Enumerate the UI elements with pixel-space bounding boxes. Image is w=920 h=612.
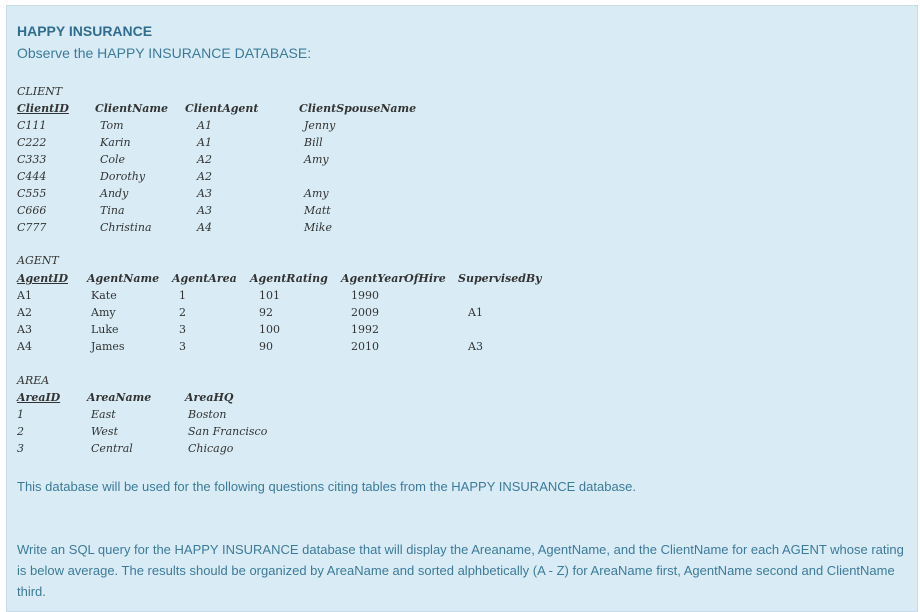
client-table-cell: A3: [197, 187, 212, 200]
client-table-label: CLIENT: [17, 85, 63, 98]
client-table-cell: C777: [17, 221, 47, 234]
client-table-cell: A2: [197, 153, 212, 166]
client-table-cell: Amy: [304, 153, 329, 166]
client-table-cell: C222: [17, 136, 47, 149]
client-table-cell: Andy: [100, 187, 129, 200]
client-table-cell: Tom: [100, 119, 124, 132]
agent-table-cell: A1: [468, 306, 483, 319]
sql-question: Write an SQL query for the HAPPY INSURANCE database that will display the Areaname, AgentName, and the ClientName for each AGENT whose rating is below average. The results should be organized by AreaName and sorted alphbetically (A - Z) for AreaName first, AgentName second and ClientName third.: [17, 542, 904, 599]
agent-column-header: AgentName: [87, 272, 160, 285]
client-column-header: ClientAgent: [185, 102, 259, 115]
area-table-cell: Chicago: [188, 442, 234, 455]
client-table-cell: A1: [197, 136, 212, 149]
page-title: HAPPY INSURANCE: [17, 23, 153, 39]
client-table-cell: Amy: [304, 187, 329, 200]
database-note: This database will be used for the following questions citing tables from the HAPPY INSURANCE database.: [17, 479, 637, 494]
area-table-cell: 1: [17, 408, 24, 421]
intro-text: Observe the HAPPY INSURANCE DATABASE:: [17, 45, 312, 61]
agent-table-cell: A4: [17, 340, 32, 353]
client-column-header: ClientID: [17, 102, 69, 115]
agent-table-cell: 2009: [351, 306, 379, 319]
agent-table-cell: 1992: [351, 323, 379, 336]
agent-table-cell: 100: [259, 323, 280, 336]
agent-column-header: AgentRating: [250, 272, 328, 285]
agent-table-cell: A3: [17, 323, 32, 336]
agent-table-label: AGENT: [17, 254, 59, 267]
client-table-cell: Christina: [100, 221, 152, 234]
client-table-cell: Mike: [304, 221, 332, 234]
area-table-cell: 3: [17, 442, 24, 455]
agent-table-cell: Luke: [91, 323, 119, 336]
area-table-cell: San Francisco: [188, 425, 268, 438]
area-table-cell: West: [91, 425, 118, 438]
agent-table-cell: 1: [179, 289, 186, 302]
area-table-cell: Boston: [188, 408, 227, 421]
agent-table-cell: 3: [179, 323, 186, 336]
agent-table-cell: A1: [17, 289, 32, 302]
client-table-cell: Jenny: [304, 119, 336, 132]
agent-table-cell: Amy: [91, 306, 116, 319]
area-table-cell: Central: [91, 442, 133, 455]
agent-column-header: AgentArea: [172, 272, 237, 285]
area-table-label: AREA: [17, 374, 50, 387]
agent-table-cell: 92: [259, 306, 273, 319]
agent-column-header: SupervisedBy: [458, 272, 542, 285]
client-table-cell: C555: [17, 187, 47, 200]
agent-table-cell: 101: [259, 289, 280, 302]
client-table-cell: A4: [197, 221, 212, 234]
agent-table-cell: James: [91, 340, 125, 353]
agent-table-cell: A2: [17, 306, 32, 319]
question-panel: [6, 5, 918, 612]
client-table-cell: C444: [17, 170, 47, 183]
agent-column-header: AgentYearOfHire: [341, 272, 446, 285]
agent-table-cell: 90: [259, 340, 273, 353]
client-column-header: ClientName: [95, 102, 169, 115]
client-table-cell: C666: [17, 204, 47, 217]
client-table-cell: C111: [17, 119, 47, 132]
agent-table-cell: A3: [468, 340, 483, 353]
agent-table-cell: 2: [179, 306, 186, 319]
client-table-cell: Bill: [304, 136, 323, 149]
client-table-cell: Cole: [100, 153, 126, 166]
client-table-cell: C333: [17, 153, 47, 166]
agent-table-cell: 3: [179, 340, 186, 353]
agent-table-cell: Kate: [91, 289, 117, 302]
agent-column-header: AgentID: [17, 272, 68, 285]
area-column-header: AreaHQ: [185, 391, 234, 404]
area-table-cell: 2: [17, 425, 24, 438]
client-table-cell: A1: [197, 119, 212, 132]
area-table-cell: East: [91, 408, 116, 421]
agent-table-cell: 2010: [351, 340, 379, 353]
client-table-cell: Dorothy: [100, 170, 146, 183]
client-table-cell: A2: [197, 170, 212, 183]
client-column-header: ClientSpouseName: [299, 102, 417, 115]
area-column-header: AreaID: [17, 391, 61, 404]
agent-table-cell: 1990: [351, 289, 379, 302]
area-column-header: AreaName: [87, 391, 152, 404]
client-table-cell: Karin: [100, 136, 131, 149]
client-table-cell: Tina: [100, 204, 125, 217]
client-table-cell: Matt: [304, 204, 331, 217]
client-table-cell: A3: [197, 204, 212, 217]
